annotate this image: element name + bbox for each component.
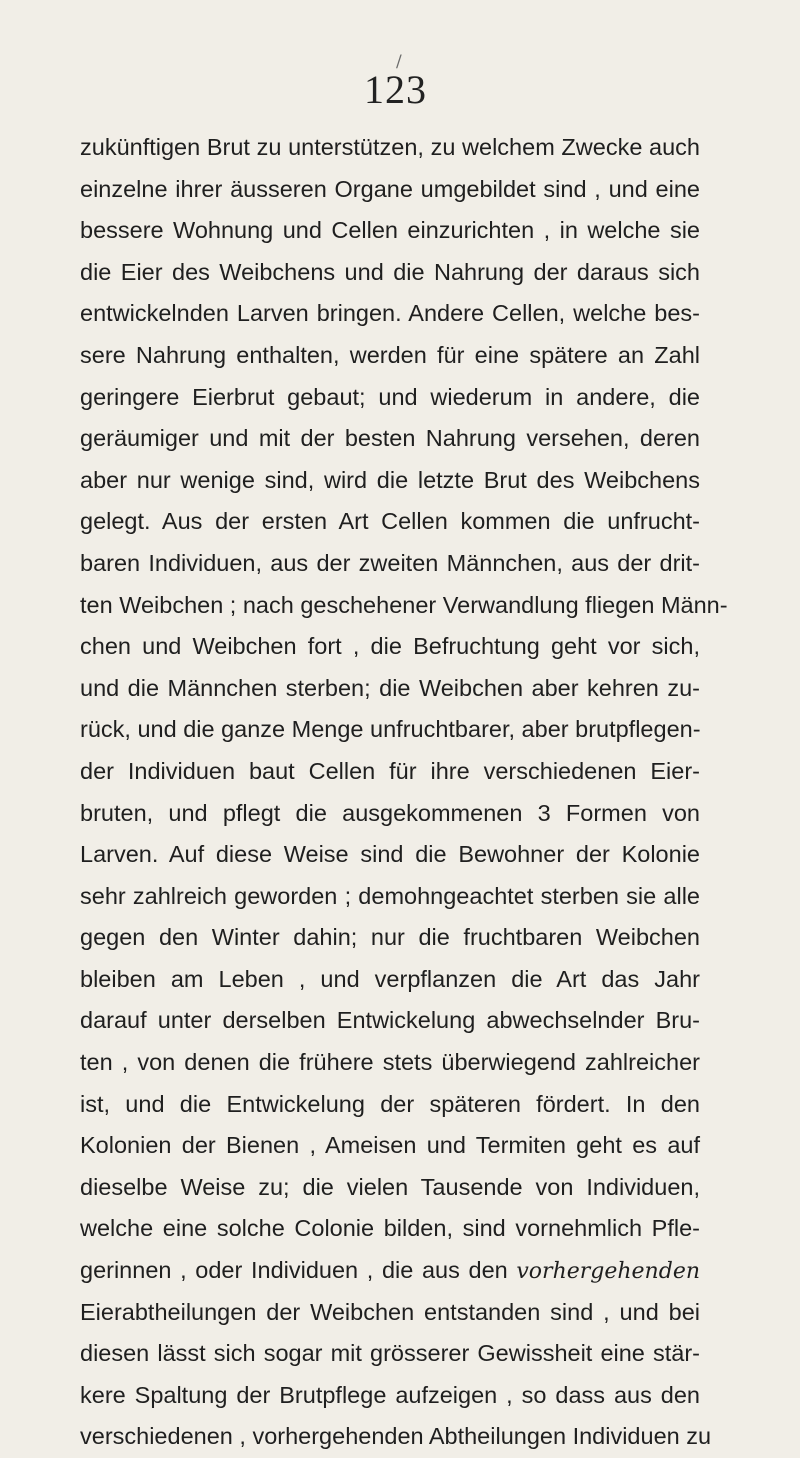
text-line: gelegt. Aus der ersten Art Cellen kommen die unfrucht- [80, 508, 700, 535]
text-line-start: gerinnen , oder Individuen , die aus den [80, 1257, 508, 1284]
page-number: 123 [364, 67, 427, 112]
text-line: baren Individuen, aus der zweiten Männchen, aus der drit- [80, 549, 700, 576]
text-line: zukünftigen Brut zu unterstützen, zu welchem Zwecke auch [80, 134, 700, 160]
text-line: dieselbe Weise zu; die vielen Tausende von Individuen, [80, 1173, 700, 1200]
text-line: gegen den Winter dahin; nur die fruchtbaren Weibchen [80, 924, 700, 951]
text-line: aber nur wenige sind, wird die letzte Brut des Weibchens [80, 466, 700, 493]
text-line: rück, und die ganze Menge unfruchtbarer, aber brutpflegen- [80, 716, 701, 743]
text-line: und die Männchen sterben; die Weibchen aber kehren zu- [80, 674, 700, 701]
text-line: bleiben am Leben , und verpflanzen die Art das Jahr [80, 965, 700, 992]
text-line: Eierabtheilungen der Weibchen entstanden sind , und bei [80, 1298, 700, 1325]
text-line: diesen lässt sich sogar mit grösserer Gewissheit eine stär- [80, 1340, 700, 1367]
text-line: geräumiger und mit der besten Nahrung versehen, deren [80, 425, 700, 452]
text-line: darauf unter derselben Entwickelung abwechselnder Bru- [80, 1007, 700, 1034]
text-line: bessere Wohnung und Cellen einzurichten , in welche sie [80, 217, 700, 244]
italic-phrase: vorhergehenden [516, 1259, 701, 1285]
text-line: entwickelnden Larven bringen. Andere Cellen, welche bes- [80, 300, 700, 327]
text-line: einzelne ihrer äusseren Organe umgebildet sind , und eine [80, 175, 700, 202]
margin-mark: / [396, 52, 402, 72]
text-line: ten , von denen die frühere stets überwiegend zahlreicher [80, 1049, 700, 1076]
text-line: ist, und die Entwickelung der späteren fördert. In den [80, 1090, 700, 1117]
text-line: der Individuen baut Cellen für ihre verschiedenen Eier- [80, 757, 700, 784]
text-line: bruten, und pflegt die ausgekommenen 3 Formen von [80, 799, 700, 826]
text-line: geringere Eierbrut gebaut; und wiederum in andere, die [80, 383, 700, 410]
text-line: kere Spaltung der Brutpflege aufzeigen , so dass aus den [80, 1381, 700, 1408]
text-line: verschiedenen , vorhergehenden Abtheilungen Individuen zu [80, 1423, 712, 1450]
text-line: chen und Weibchen fort , die Befruchtung geht vor sich, [80, 633, 700, 660]
text-line: Kolonien der Bienen , Ameisen und Termiten geht es auf [80, 1132, 700, 1159]
text-line: sere Nahrung enthalten, werden für eine spätere an Zahl [80, 341, 700, 368]
body-text [80, 127, 728, 1458]
text-line-with-italic [80, 1250, 700, 1292]
text-line: ten Weibchen ; nach geschehener Verwandlung fliegen Männ- [80, 591, 728, 618]
text-line: welche eine solche Colonie bilden, sind vornehmlich Pfle- [80, 1215, 700, 1242]
text-line: sehr zahlreich geworden ; demohngeachtet sterben sie alle [80, 882, 700, 909]
text-line: die Eier des Weibchens und die Nahrung der daraus sich [80, 258, 700, 285]
text-line: Larven. Auf diese Weise sind die Bewohner der Kolonie [80, 841, 700, 868]
